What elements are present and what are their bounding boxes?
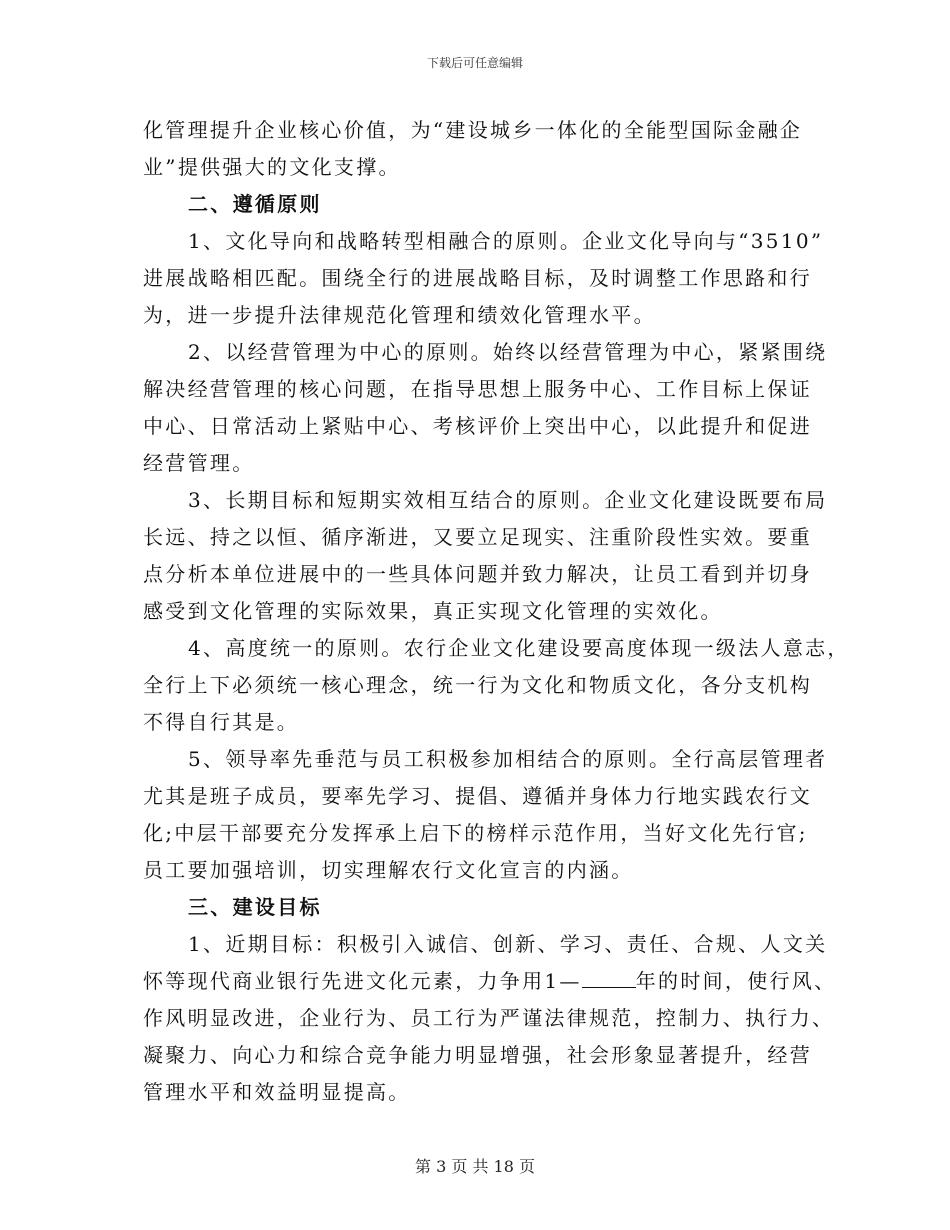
page-header: 下载后可任意编辑	[426, 56, 523, 70]
text-line: 为，进一步提升法律规范化管理和绩效化管理水平。	[143, 303, 656, 327]
section-heading: 二、遵循原则	[188, 192, 322, 216]
paragraph-start: 1、文化导向和战略转型相融合的原则。企业文化导向与“3510”	[188, 229, 824, 253]
text-line: 感受到文化管理的实际效果，真正实现文化管理的实效化。	[143, 599, 723, 623]
page-number: 第 3 页 共 18 页	[415, 1157, 535, 1176]
text-line: 不得自行其是。	[143, 710, 300, 734]
paragraph-start: 3、长期目标和短期实效相互结合的原则。企业文化建设既要布局	[188, 488, 828, 512]
text-line: 业”提供强大的文化支撑。	[143, 155, 401, 179]
text-line: 中心、日常活动上紧贴中心、考核评价上突出中心，以此提升和促进	[143, 414, 812, 438]
text-line: 化管理提升企业核心价值，为“建设城乡一体化的全能型国际金融企	[143, 118, 803, 142]
document-body	[143, 112, 850, 1111]
text-line: 进展战略相匹配。围绕全行的进展战略目标，及时调整工作思路和行	[143, 266, 812, 290]
text-line: 化;中层干部要充分发挥承上启下的榜样示范作用，当好文化先行官;	[143, 821, 808, 845]
section-heading: 三、建设目标	[188, 895, 322, 919]
text-line: 解决经营管理的核心问题，在指导思想上服务中心、工作目标上保证	[143, 377, 812, 401]
paragraph-start: 5、领导率先垂范与员工积极参加相结合的原则。全行高层管理者	[188, 747, 828, 771]
text-line: 点分析本单位进展中的一些具体问题并致力解决，让员工看到并切身	[143, 562, 812, 586]
text-line-with-blank	[143, 963, 837, 1000]
paragraph-start: 1、近期目标：积极引入诚信、创新、学习、责任、合规、人文关	[188, 932, 828, 956]
fill-in-blank	[582, 969, 636, 988]
text-line: 作风明显改进，企业行为、员工行为严谨法律规范，控制力、执行力、	[143, 1006, 835, 1030]
text-line: 凝聚力、向心力和综合竞争能力明显增强，社会形象显著提升，经营	[143, 1043, 812, 1067]
paragraph-start: 2、以经营管理为中心的原则。始终以经营管理为中心，紧紧围绕	[188, 340, 828, 364]
text-line: 长远、持之以恒、循序渐进，又要立足现实、注重阶段性实效。要重	[143, 525, 812, 549]
text-line: 经营管理。	[143, 451, 255, 475]
text-line: 员工要加强培训，切实理解农行文化宣言的内涵。	[143, 858, 634, 882]
text-fragment: 怀等现代商业银行先进文化元素，力争用1—	[143, 969, 582, 993]
paragraph-start: 4、高度统一的原则。农行企业文化建设要高度体现一级法人意志，	[188, 636, 850, 660]
text-fragment: 年的时间，使行风、	[635, 969, 837, 993]
text-line: 管理水平和效益明显提高。	[143, 1080, 411, 1104]
text-line: 全行上下必须统一核心理念，统一行为文化和物质文化，各分支机构	[143, 673, 812, 697]
text-line: 尤其是班子成员，要率先学习、提倡、遵循并身体力行地实践农行文	[143, 784, 812, 808]
